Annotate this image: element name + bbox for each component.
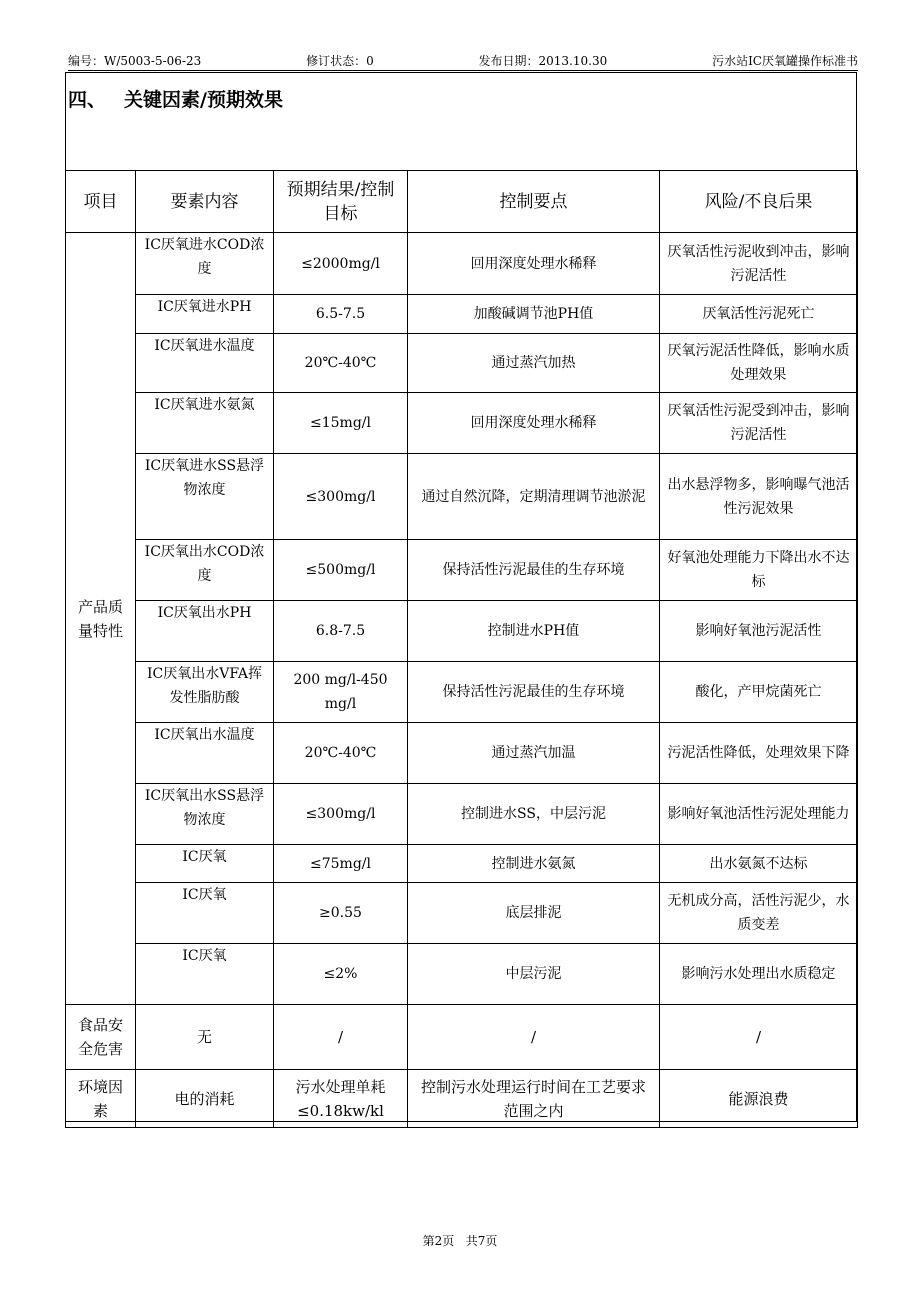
- control-cell: 底层排泥: [408, 883, 660, 944]
- table-row: [66, 723, 858, 784]
- document-title: 污水站IC厌氧罐操作标准书: [712, 54, 858, 68]
- header-item: 项目: [66, 171, 136, 233]
- target-cell: ≤2%: [274, 944, 408, 1005]
- table-row: [66, 784, 858, 845]
- risk-cell: 影响污水处理出水质稳定: [660, 944, 858, 1005]
- element-cell: IC厌氧进水COD浓度: [136, 233, 274, 295]
- target-cell: ≤300mg/l: [274, 784, 408, 845]
- control-cell: 控制进水氨氮: [408, 845, 660, 883]
- risk-cell: 出水氨氮不达标: [660, 845, 858, 883]
- element-cell: IC厌氧进水PH: [136, 295, 274, 334]
- element-cell: IC厌氧: [136, 845, 274, 883]
- header-target: 预期结果/控制目标: [274, 171, 408, 233]
- risk-cell: 厌氧活性污泥收到冲击，影响污泥活性: [660, 233, 858, 295]
- target-cell: 6.8-7.5: [274, 601, 408, 662]
- header-control: 控制要点: [408, 171, 660, 233]
- category-cell: 产品质量特性: [66, 233, 136, 1005]
- risk-cell: 厌氧活性污泥死亡: [660, 295, 858, 334]
- risk-cell: /: [660, 1005, 858, 1070]
- section-number: 四、: [68, 89, 107, 111]
- target-cell: 20℃-40℃: [274, 723, 408, 784]
- risk-cell: 污泥活性降低，处理效果下降: [660, 723, 858, 784]
- table-body: [66, 233, 858, 1128]
- key-factors-table: [65, 170, 858, 1128]
- target-cell: ≤500mg/l: [274, 540, 408, 601]
- element-cell: IC厌氧出水温度: [136, 723, 274, 784]
- target-cell: ≥0.55: [274, 883, 408, 944]
- table-row: [66, 601, 858, 662]
- page-number: 第2页: [422, 1234, 455, 1248]
- target-cell: ≤300mg/l: [274, 454, 408, 540]
- control-cell: /: [408, 1005, 660, 1070]
- section-heading: [68, 85, 283, 112]
- header-element: 要素内容: [136, 171, 274, 233]
- element-cell: IC厌氧: [136, 944, 274, 1005]
- table-row: [66, 845, 858, 883]
- table-row: [66, 1005, 858, 1070]
- element-cell: 电的消耗: [136, 1070, 274, 1128]
- target-cell: 污水处理单耗≤0.18kw/kl: [274, 1070, 408, 1128]
- element-cell: IC厌氧出水SS悬浮物浓度: [136, 784, 274, 845]
- control-cell: 中层污泥: [408, 944, 660, 1005]
- table-row: [66, 393, 858, 454]
- table-row: [66, 334, 858, 393]
- control-cell: 加酸碱调节池PH值: [408, 295, 660, 334]
- publish-date: 发布日期：2013.10.30: [478, 54, 608, 68]
- table-row: [66, 883, 858, 944]
- element-cell: IC厌氧出水VFA挥发性脂肪酸: [136, 662, 274, 723]
- element-cell: IC厌氧进水氨氮: [136, 393, 274, 454]
- target-cell: /: [274, 1005, 408, 1070]
- target-cell: 6.5-7.5: [274, 295, 408, 334]
- risk-cell: 能源浪费: [660, 1070, 858, 1128]
- risk-cell: 影响好氧池污泥活性: [660, 601, 858, 662]
- table-row: [66, 454, 858, 540]
- table-row: [66, 233, 858, 295]
- risk-cell: 影响好氧池活性污泥处理能力: [660, 784, 858, 845]
- element-cell: IC厌氧进水SS悬浮物浓度: [136, 454, 274, 540]
- target-cell: ≤15mg/l: [274, 393, 408, 454]
- control-cell: 控制进水PH值: [408, 601, 660, 662]
- control-cell: 控制进水SS，中层污泥: [408, 784, 660, 845]
- element-cell: IC厌氧进水温度: [136, 334, 274, 393]
- element-cell: IC厌氧: [136, 883, 274, 944]
- target-cell: ≤75mg/l: [274, 845, 408, 883]
- target-cell: 20℃-40℃: [274, 334, 408, 393]
- revision-status: 修订状态：0: [306, 54, 374, 68]
- element-cell: 无: [136, 1005, 274, 1070]
- control-cell: 保持活性污泥最佳的生存环境: [408, 540, 660, 601]
- risk-cell: 无机成分高，活性污泥少，水质变差: [660, 883, 858, 944]
- target-cell: ≤2000mg/l: [274, 233, 408, 295]
- target-cell: 200 mg/l-450 mg/l: [274, 662, 408, 723]
- category-cell: 环境因素: [66, 1070, 136, 1128]
- control-cell: 通过自然沉降，定期清理调节池淤泥: [408, 454, 660, 540]
- control-cell: 回用深度处理水稀释: [408, 233, 660, 295]
- element-cell: IC厌氧出水PH: [136, 601, 274, 662]
- risk-cell: 好氧池处理能力下降出水不达标: [660, 540, 858, 601]
- control-cell: 通过蒸汽加温: [408, 723, 660, 784]
- page-footer: [0, 1232, 920, 1249]
- risk-cell: 出水悬浮物多，影响曝气池活性污泥效果: [660, 454, 858, 540]
- header-risk: 风险/不良后果: [660, 171, 858, 233]
- table-row: [66, 1070, 858, 1128]
- table-row: [66, 662, 858, 723]
- element-cell: IC厌氧出水COD浓度: [136, 540, 274, 601]
- page-header: [68, 52, 858, 71]
- table-row: [66, 944, 858, 1005]
- table-header-row: [66, 171, 858, 233]
- control-cell: 控制污水处理运行时间在工艺要求范围之内: [408, 1070, 660, 1128]
- risk-cell: 厌氧污泥活性降低，影响水质处理效果: [660, 334, 858, 393]
- control-cell: 通过蒸汽加热: [408, 334, 660, 393]
- control-cell: 保持活性污泥最佳的生存环境: [408, 662, 660, 723]
- risk-cell: 酸化，产甲烷菌死亡: [660, 662, 858, 723]
- table-row: [66, 295, 858, 334]
- control-cell: 回用深度处理水稀释: [408, 393, 660, 454]
- table-row: [66, 540, 858, 601]
- category-cell: 食品安全危害: [66, 1005, 136, 1070]
- doc-number: 编号：W/5003-5-06-23: [68, 54, 202, 68]
- page-total: 共7页: [465, 1234, 498, 1248]
- risk-cell: 厌氧活性污泥受到冲击，影响污泥活性: [660, 393, 858, 454]
- section-title-text: 关键因素/预期效果: [124, 89, 283, 111]
